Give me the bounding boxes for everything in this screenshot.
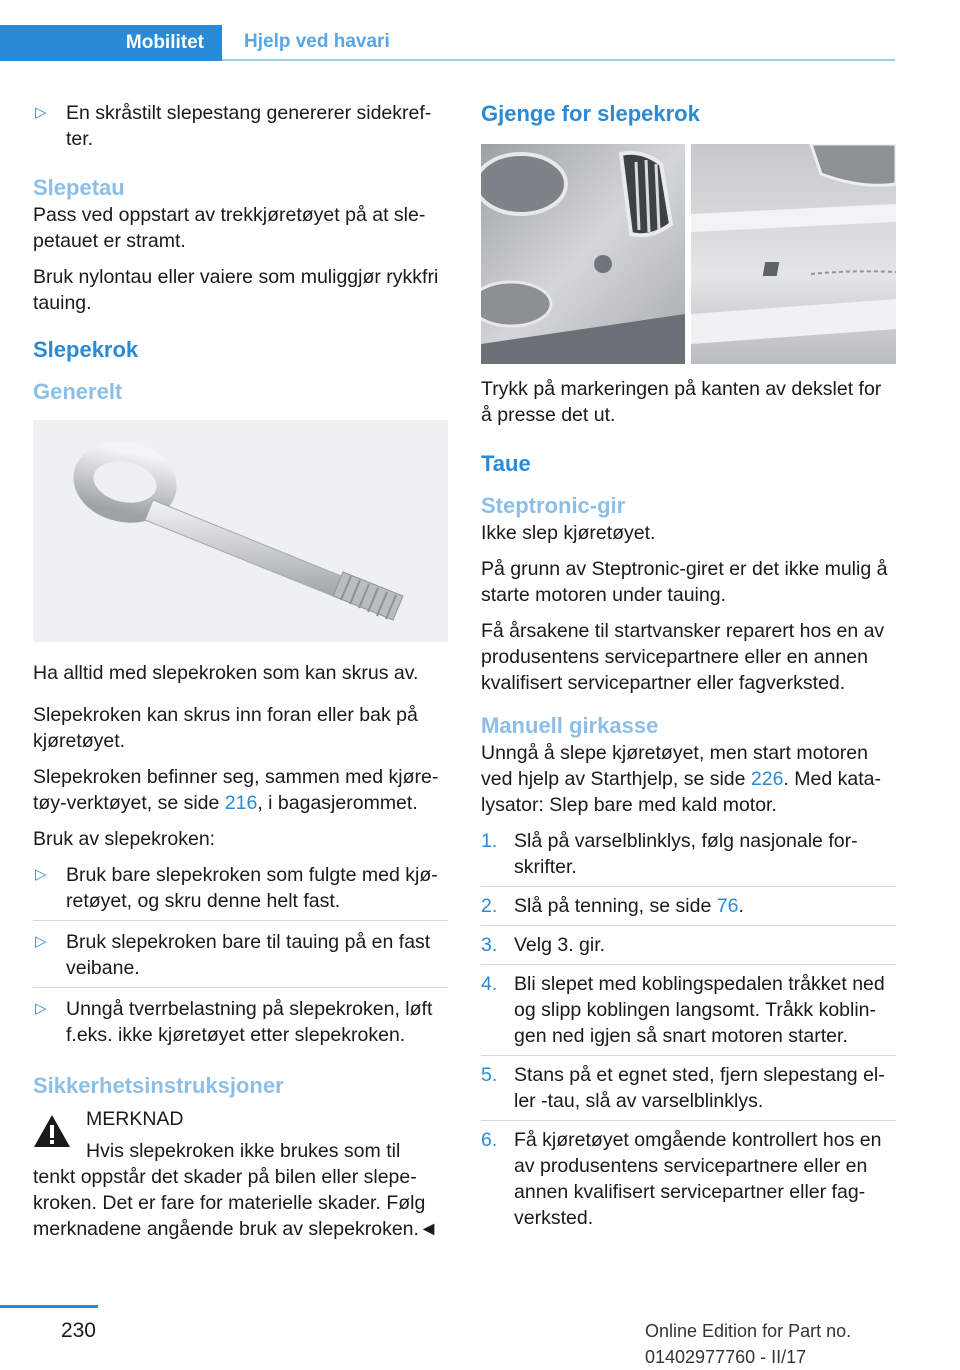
list-item: 1. Slå på varselblinklys, følg nasjonale forskrifter. [481, 828, 896, 887]
tow-hook-illustration [33, 420, 448, 642]
heading-steptronic-gir: Steptronic-gir [481, 493, 626, 518]
heading-slepekrok: Slepekrok [33, 337, 139, 362]
tab-hjelp-ved-havari[interactable]: Hjelp ved havari [222, 25, 895, 61]
paragraph: Bruk nylontau eller vaiere som muliggjør rykkfri tauing. [33, 266, 439, 314]
page-link-76[interactable]: 76 [716, 895, 739, 917]
triangle-bullet-icon: ▷ [35, 104, 47, 121]
tow-hook-icon [33, 420, 448, 642]
paragraph: Unngå å slepe kjøretøyet, men start motoren ved hjelp av Starthjelp, se side 226. Med katalysator: Slep bare med kald motor. [481, 742, 881, 816]
list-item: ▷ Bruk slepekroken bare til tauing på en fast veibane. [33, 929, 448, 988]
triangle-bullet-icon: ▷ [35, 933, 47, 950]
paragraph: Pass ved oppstart av trekkjøretøyet på at slepetauet er stramt. [33, 204, 426, 252]
heading-manuell-girkasse: Manuell girkasse [481, 713, 659, 738]
heading-sikkerhetsinstruksjoner: Sikkerhetsinstruksjoner [33, 1073, 284, 1098]
paragraph: Bruk av slepekroken: [33, 828, 216, 850]
page-link-226[interactable]: 226 [750, 768, 784, 790]
paragraph: Slepekroken befinner seg, sammen med kjøretøy-verktøyet, se side 216, i bagasjerommet. [33, 766, 439, 814]
warning-triangle-icon [33, 1114, 71, 1148]
heading-generelt: Generelt [33, 379, 123, 404]
paragraph: På grunn av Steptronic-giret er det ikke mulig å starte motoren under tauing. [481, 558, 888, 606]
page-number: 230 [60, 1319, 96, 1342]
paragraph: Få årsakene til startvansker reparert hos en av produsentens servicepartnere eller en annen kvalifisert servicepartner eller fagverksted. [481, 620, 885, 694]
chapter-tabs [0, 25, 895, 61]
left-column [33, 100, 448, 1242]
bumper-photos [481, 144, 896, 364]
warning-title: MERKNAD [86, 1108, 184, 1130]
warning-notice [33, 1106, 448, 1242]
usage-bullet-list [33, 862, 448, 1054]
list-item: 2. Slå på tenning, se side 76. [481, 893, 896, 926]
list-item: ▷ En skråstilt slepestang genererer sidekrefter. [35, 102, 432, 150]
paragraph: Slepekroken kan skrus inn foran eller bak på kjøretøyet. [33, 704, 418, 752]
tab-mobilitet[interactable]: Mobilitet [0, 25, 222, 61]
triangle-bullet-icon: ▷ [35, 866, 47, 883]
list-item: 6. Få kjøretøyet omgående kontrollert hos en av produsentens servicepartnere eller en annen kvalifisert servicepartner eller fagverksted. [481, 1129, 882, 1229]
list-item: 5. Stans på et egnet sted, fjern slepestang eller -tau, slå av varselblinklys. [481, 1062, 896, 1121]
right-column [481, 100, 896, 1247]
triangle-bullet-icon: ▷ [35, 1000, 47, 1017]
warning-text-continued: tenkt oppstår det skader på bilen eller slepekroken. Det er fare for materielle skader. Følg merknadene angående bruk av slepekroken.◄ [33, 1166, 439, 1240]
edition-text: Online Edition for Part no. 01402977760 - II/17 [645, 1321, 852, 1367]
list-item: 3. Velg 3. gir. [481, 932, 896, 965]
heading-taue: Taue [481, 451, 531, 476]
footer-rule [0, 1305, 98, 1308]
page-link-216[interactable]: 216 [224, 792, 258, 814]
top-bullet-list [33, 100, 448, 158]
warning-text: Hvis slepekroken ikke brukes som til [86, 1140, 401, 1162]
bumper-cover-icon [481, 144, 896, 364]
paragraph: Ha alltid med slepekroken som kan skrus av. [33, 662, 419, 684]
list-item: ▷ Bruk bare slepekroken som fulgte med kjøretøyet, og skru denne helt fast. [33, 862, 448, 921]
heading-gjenge-for-slepekrok: Gjenge for slepekrok [481, 101, 700, 126]
paragraph: Ikke slep kjøretøyet. [481, 522, 656, 544]
towing-steps-list [481, 828, 896, 1237]
paragraph: Trykk på markeringen på kanten av dekslet for å presse det ut. [481, 378, 882, 426]
list-item: ▷ Unngå tverrbelastning på slepekroken, løft f.eks. ikke kjøretøyet etter slepekroken. [35, 998, 433, 1046]
heading-slepetau: Slepetau [33, 175, 125, 200]
list-item: 4. Bli slepet med koblingspedalen tråkket ned og slipp koblingen langsomt. Tråkk koblingen ned igjen så snart motoren starter. [481, 971, 896, 1056]
